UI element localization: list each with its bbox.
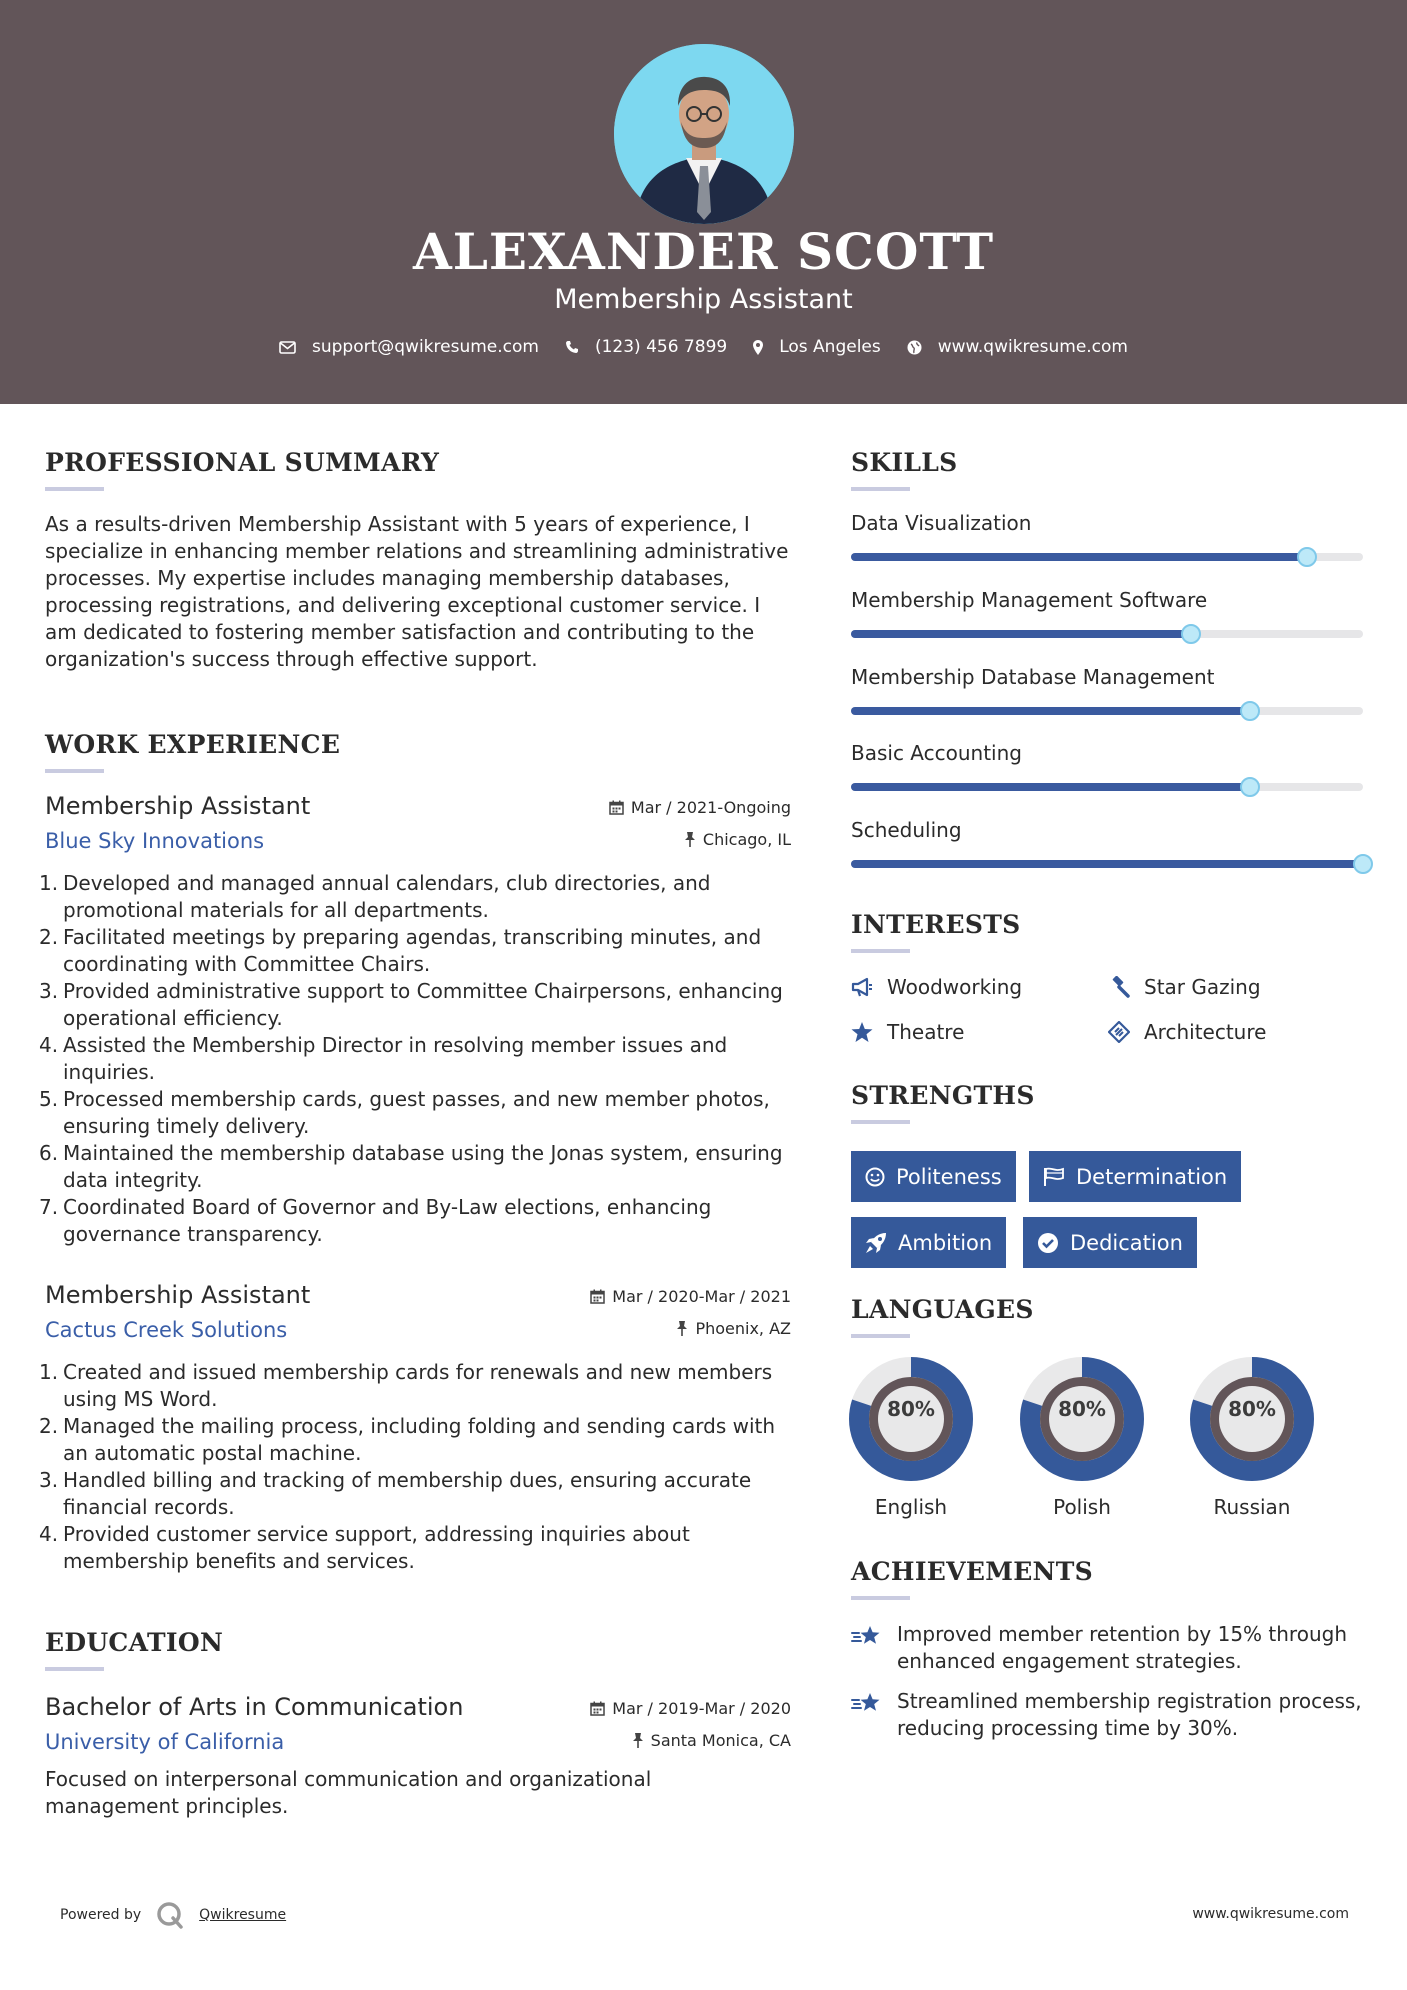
- skill-knob: [1240, 701, 1260, 721]
- interest-label: Star Gazing: [1144, 975, 1261, 999]
- languages-heading: LANGUAGES: [851, 1295, 1034, 1324]
- avatar: [614, 44, 794, 224]
- list-item: 2. Facilitated meetings by preparing agendas, transcribing minutes, and coordinating with Committee Chairs.: [39, 925, 762, 976]
- achievements-rule: [851, 1596, 910, 1600]
- interest-item: [851, 975, 1022, 999]
- star-icon: [851, 1022, 873, 1043]
- strengths-rule: [851, 1120, 910, 1124]
- job-location-text: Phoenix, AZ: [695, 1319, 791, 1338]
- duty-list: [39, 1359, 791, 1575]
- interest-item: [851, 1020, 964, 1044]
- powered-by-label: Powered by: [60, 1907, 142, 1923]
- profile-photo: [614, 44, 794, 224]
- school: University of California: [45, 1730, 285, 1754]
- strengths-heading: STRENGTHS: [851, 1081, 1035, 1110]
- job-entry: [39, 1281, 791, 1575]
- job-date-text: Mar / 2021-Ongoing: [630, 798, 791, 817]
- achievement-item: [851, 1621, 1371, 1675]
- interest-label: Theatre: [887, 1020, 965, 1044]
- list-item: 6. Maintained the membership database using the Jonas system, ensuring data integrity.: [39, 1141, 783, 1192]
- map-pin-icon: [753, 340, 763, 355]
- strength-badge: [851, 1217, 1006, 1268]
- education-description: Focused on interpersonal communication and organizational management principles.: [45, 1767, 652, 1818]
- list-item: 2. Managed the mailing process, including folding and sending cards with an automatic postal machine.: [39, 1414, 776, 1465]
- interest-label: Woodworking: [887, 975, 1023, 999]
- skill-name: Membership Database Management: [851, 665, 1215, 689]
- language-name: Russian: [1213, 1495, 1291, 1519]
- achievement-item: [851, 1688, 1371, 1742]
- job-location: [676, 1319, 791, 1338]
- skill-bar: [851, 860, 1363, 868]
- list-item: 3. Handled billing and tracking of membership dues, ensuring accurate financial records.: [39, 1468, 752, 1519]
- job-date-text: Mar / 2020-Mar / 2021: [612, 1287, 791, 1306]
- language-item: [849, 1357, 973, 1519]
- education-entry: [45, 1693, 791, 1820]
- list-item: 7. Coordinated Board of Governor and By-Law elections, enhancing governance transparency.: [39, 1195, 712, 1246]
- skill-name: Data Visualization: [851, 511, 1032, 535]
- list-item: 4. Assisted the Membership Director in resolving member issues and inquiries.: [39, 1033, 728, 1084]
- skills-heading: SKILLS: [851, 448, 958, 477]
- achievements-heading: ACHIEVEMENTS: [851, 1557, 1093, 1586]
- language-percent: 80%: [1058, 1397, 1106, 1421]
- powered-by: [60, 1900, 286, 1930]
- skill-bar: [851, 783, 1363, 791]
- language-name: Polish: [1053, 1495, 1111, 1519]
- contact-bar: [0, 337, 1407, 357]
- location-text: Los Angeles: [779, 337, 881, 357]
- languages-rule: [851, 1334, 910, 1338]
- experience-rule: [45, 769, 104, 773]
- job-location-text: Chicago, IL: [702, 830, 791, 849]
- candidate-title: Membership Assistant: [554, 284, 853, 315]
- language-item: [1020, 1357, 1144, 1519]
- job-role: Membership Assistant: [45, 792, 311, 820]
- education-location: [632, 1731, 791, 1750]
- envelope-icon: [279, 341, 296, 354]
- ticket-icon: [1108, 1021, 1130, 1043]
- list-item: 1. Created and issued membership cards for renewals and new members using MS Word.: [39, 1360, 773, 1411]
- skill-bar: [851, 553, 1363, 561]
- education-location-text: Santa Monica, CA: [650, 1731, 791, 1750]
- calendar-icon: [590, 1289, 605, 1304]
- language-name: English: [874, 1495, 948, 1519]
- skill-bar: [851, 707, 1363, 715]
- language-item: [1190, 1357, 1314, 1519]
- contact-location: [753, 337, 881, 357]
- phone-icon: [565, 340, 579, 354]
- skill-item: [851, 511, 1363, 561]
- skill-item: [851, 741, 1363, 791]
- skill-knob: [1297, 547, 1317, 567]
- achievement-text: Streamlined membership registration process, reducing processing time by 30%.: [897, 1689, 1362, 1740]
- qwikresume-logo-icon: [155, 1900, 185, 1930]
- skill-name: Scheduling: [851, 818, 962, 842]
- skill-name: Basic Accounting: [851, 741, 1022, 765]
- summary-heading: PROFESSIONAL SUMMARY: [45, 448, 440, 477]
- contact-website[interactable]: [907, 337, 1128, 357]
- interests-heading: INTERESTS: [851, 910, 1021, 939]
- gavel-icon: [1108, 976, 1130, 998]
- job-entry: [39, 792, 791, 1248]
- megaphone-icon: [851, 977, 873, 997]
- language-percent: 80%: [887, 1397, 935, 1421]
- experience-heading: WORK EXPERIENCE: [45, 730, 341, 759]
- skill-item: [851, 588, 1363, 638]
- strength-badge: [1023, 1217, 1197, 1268]
- summary-rule: [45, 487, 104, 491]
- shooting-star-icon: [851, 1690, 883, 1718]
- interest-item: [1108, 1020, 1266, 1044]
- summary-text: As a results-driven Membership Assistant with 5 years of experience, I specialize in enhancing member relations and streamlining administrative processes. My expertise includes managing membership databases, processing registrations, and delivering exceptional customer service. I am dedicated to fostering member satisfaction and contributing to the organization's success through effective support.: [45, 512, 789, 671]
- calendar-icon: [609, 800, 624, 815]
- list-item: 4. Provided customer service support, addressing inquiries about membership benefits and services.: [39, 1522, 690, 1573]
- smile-icon: [865, 1167, 885, 1187]
- check-circle-icon: [1037, 1232, 1059, 1254]
- calendar-icon: [590, 1701, 605, 1716]
- education-rule: [45, 1667, 104, 1671]
- interest-item: [1108, 975, 1261, 999]
- skills-rule: [851, 487, 910, 491]
- skill-item: [851, 665, 1363, 715]
- language-percent: 80%: [1228, 1397, 1276, 1421]
- strength-label: Politeness: [896, 1164, 1002, 1189]
- website-text: www.qwikresume.com: [937, 337, 1128, 357]
- skill-knob: [1240, 777, 1260, 797]
- job-company: Cactus Creek Solutions: [45, 1318, 288, 1342]
- list-item: 3. Provided administrative support to Committee Chairpersons, enhancing operational efficiency.: [39, 979, 783, 1030]
- flag-icon: [1043, 1167, 1065, 1187]
- contact-email[interactable]: [279, 337, 539, 357]
- job-location: [684, 830, 791, 849]
- email-text: support@qwikresume.com: [312, 337, 539, 357]
- resume-header: [0, 0, 1407, 404]
- brand-link[interactable]: Qwikresume: [199, 1907, 287, 1923]
- list-item: 5. Processed membership cards, guest passes, and new member photos, ensuring timely delivery.: [39, 1087, 770, 1138]
- education-date: [590, 1699, 791, 1718]
- list-item: 1. Developed and managed annual calendars, club directories, and promotional materials for all departments.: [39, 871, 711, 922]
- skill-knob: [1353, 854, 1373, 874]
- candidate-name: ALEXANDER SCOTT: [412, 222, 995, 281]
- job-role: Membership Assistant: [45, 1281, 311, 1309]
- strength-badge: [1029, 1151, 1241, 1202]
- interests-rule: [851, 949, 910, 953]
- rocket-icon: [865, 1232, 887, 1254]
- shooting-star-icon: [851, 1623, 883, 1651]
- job-date: [609, 798, 791, 817]
- footer-url[interactable]: www.qwikresume.com: [1192, 1906, 1349, 1922]
- strength-badge: [851, 1151, 1016, 1202]
- contact-phone[interactable]: [565, 337, 727, 357]
- phone-text: (123) 456 7899: [594, 337, 728, 357]
- education-date-text: Mar / 2019-Mar / 2020: [612, 1699, 791, 1718]
- duty-list: [39, 870, 791, 1248]
- strength-label: Ambition: [898, 1230, 993, 1255]
- pushpin-icon: [632, 1733, 644, 1748]
- pushpin-icon: [684, 832, 696, 847]
- achievement-text: Improved member retention by 15% through enhanced engagement strategies.: [897, 1622, 1347, 1673]
- skill-name: Membership Management Software: [851, 588, 1208, 612]
- skill-item: [851, 818, 1363, 868]
- degree: Bachelor of Arts in Communication: [45, 1693, 464, 1721]
- strength-label: Determination: [1076, 1164, 1228, 1189]
- education-heading: EDUCATION: [45, 1628, 224, 1657]
- skill-bar: [851, 630, 1363, 638]
- globe-icon: [907, 340, 922, 355]
- job-company: Blue Sky Innovations: [45, 829, 265, 853]
- skill-knob: [1181, 624, 1201, 644]
- pushpin-icon: [676, 1321, 688, 1336]
- job-date: [590, 1287, 791, 1306]
- strength-label: Dedication: [1070, 1230, 1183, 1255]
- interest-label: Architecture: [1144, 1020, 1267, 1044]
